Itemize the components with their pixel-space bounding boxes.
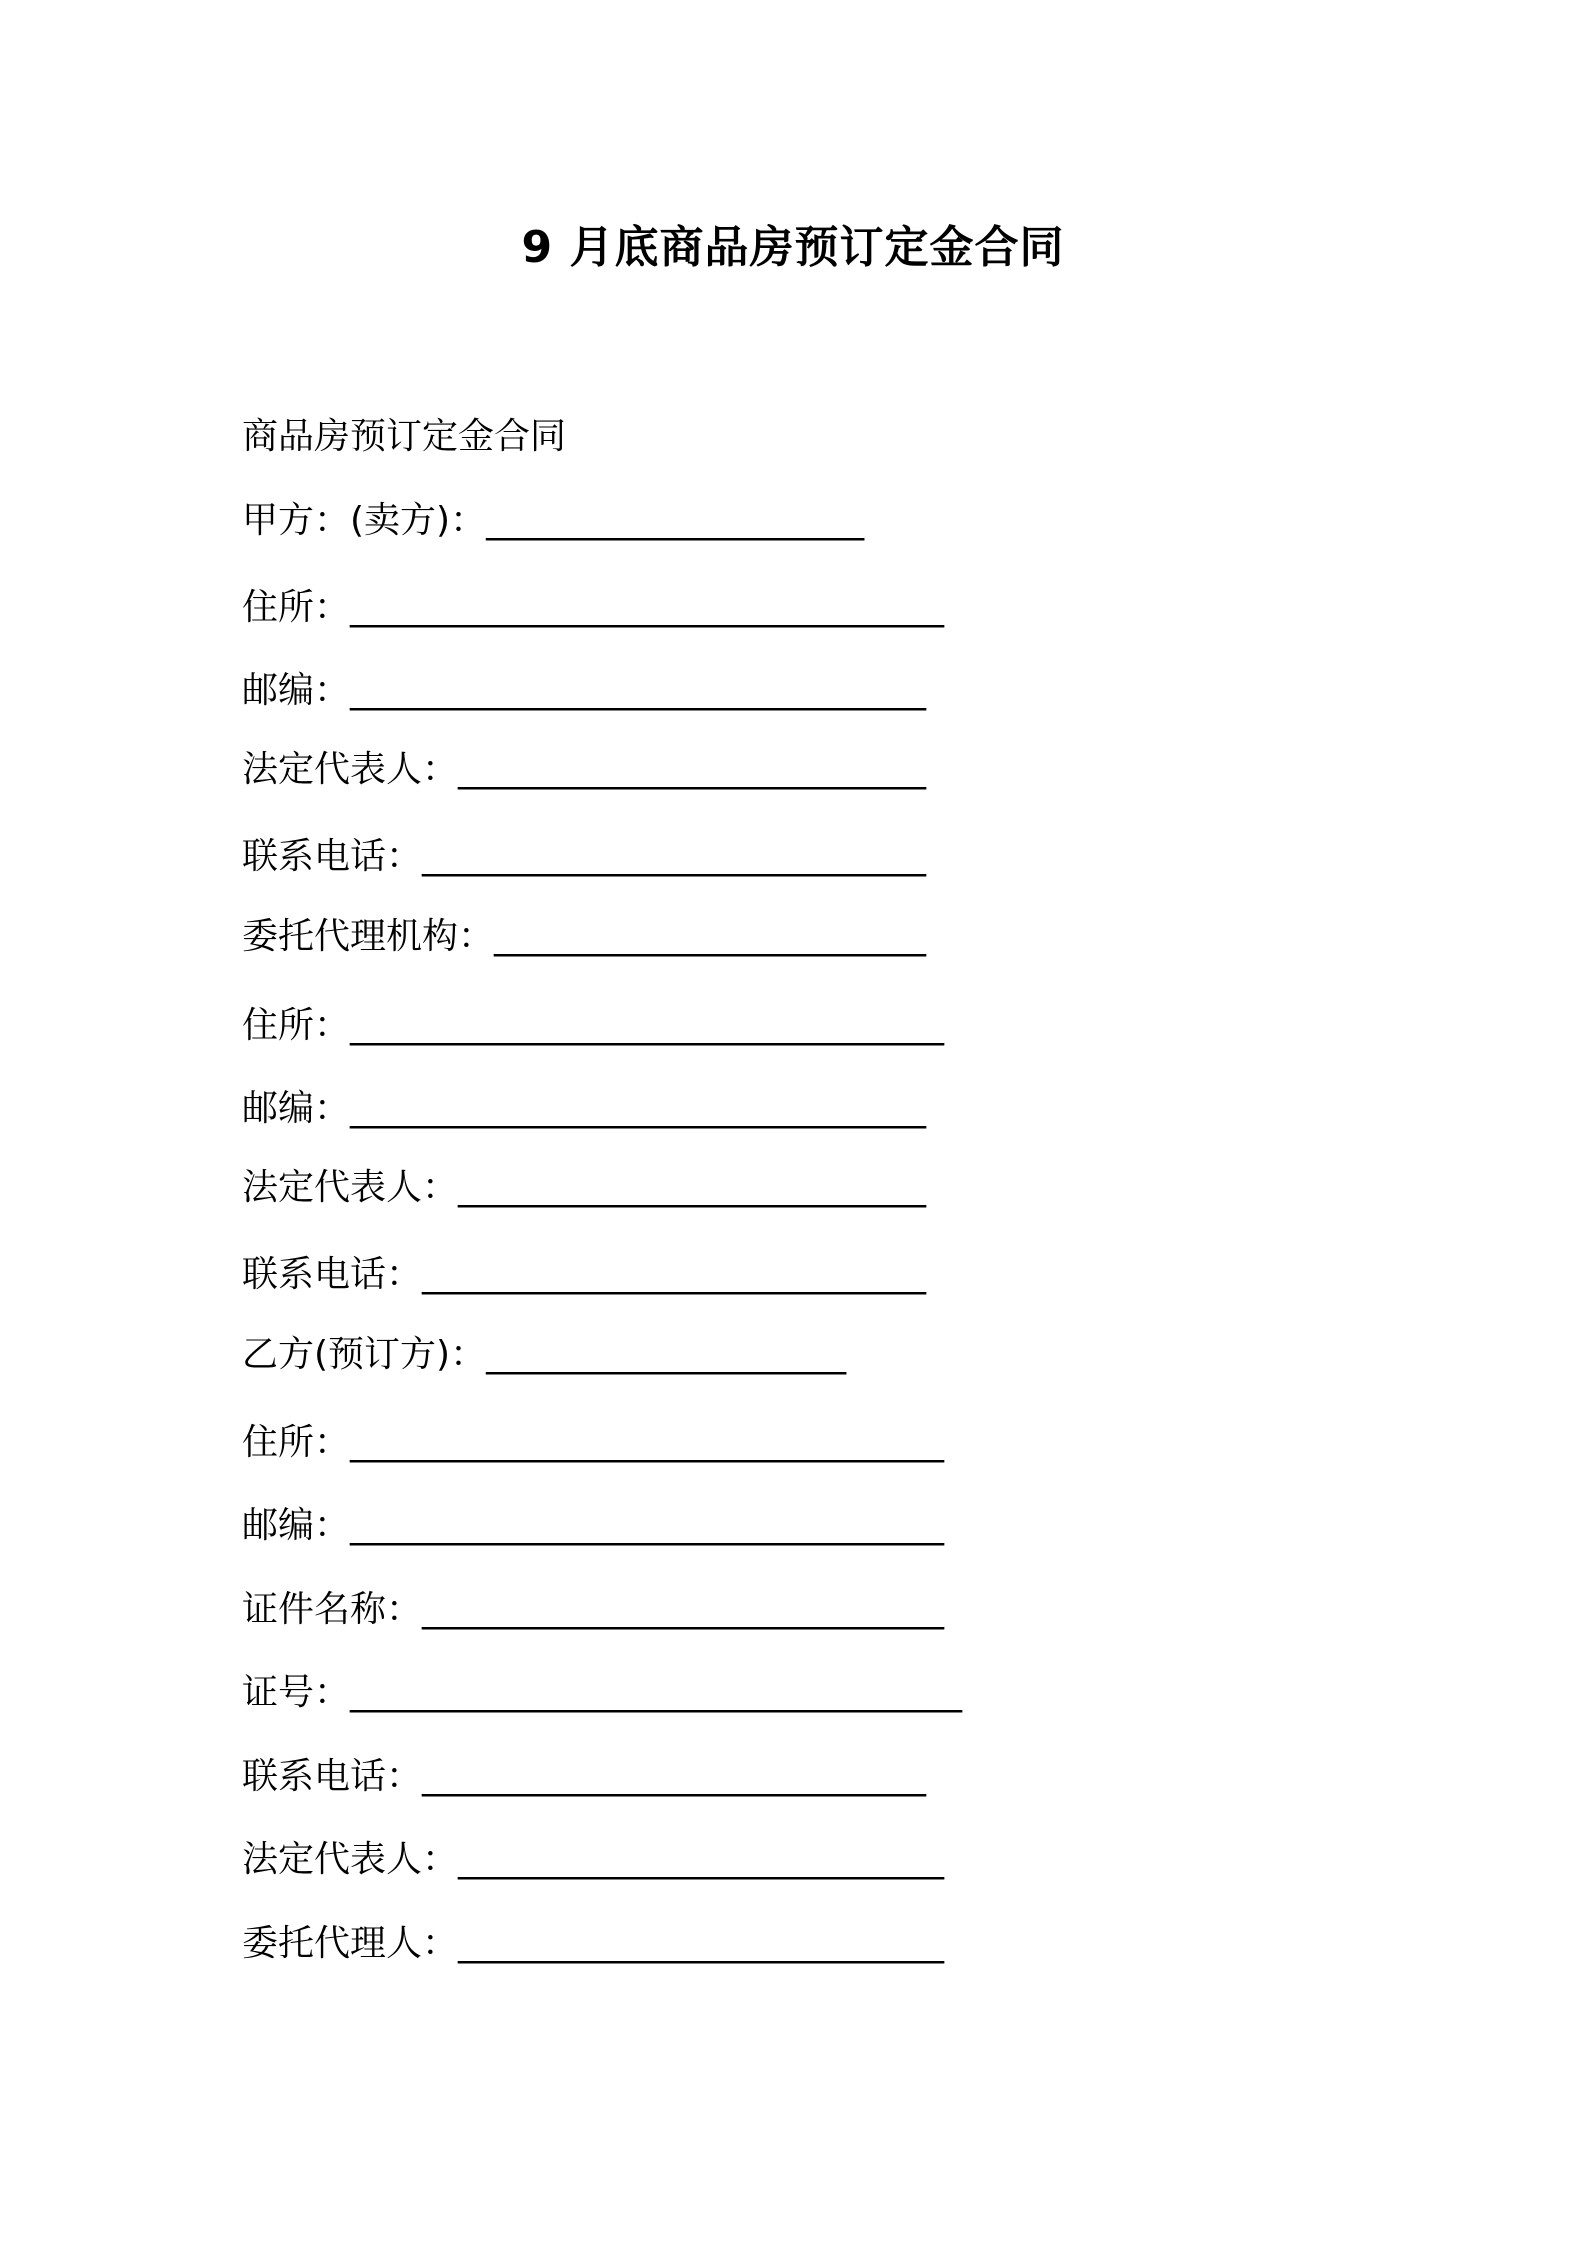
- field-line-address: [242, 583, 944, 633]
- fill-in-blank: _________________________________: [350, 1505, 945, 1546]
- field-label: 邮编：: [242, 670, 351, 711]
- fill-in-blank: _____________________________: [422, 1589, 945, 1630]
- field-label: 甲方：(卖方)：: [242, 500, 487, 541]
- fill-in-blank: __________________________: [458, 749, 927, 790]
- field-line-agency: [242, 912, 926, 962]
- field-label: 住所：: [242, 1005, 351, 1046]
- field-label: 邮编：: [242, 1505, 351, 1546]
- field-label: 法定代表人：: [242, 1167, 459, 1208]
- field-label: 证号：: [242, 1672, 351, 1713]
- fill-in-blank: __________________________________: [350, 1672, 963, 1713]
- fill-in-blank: ___________________________: [458, 1839, 945, 1880]
- fill-in-blank: __________________________: [458, 1167, 927, 1208]
- field-line-id-number: [242, 1668, 962, 1718]
- field-line-seller: [242, 496, 864, 546]
- field-label: 法定代表人：: [242, 1839, 459, 1880]
- field-label: 证件名称：: [242, 1589, 423, 1630]
- fill-in-blank: _________________________________: [350, 1422, 945, 1463]
- field-label: 委托代理机构：: [242, 916, 495, 957]
- field-line-id-type: [242, 1585, 944, 1635]
- field-line-legal-representative: [242, 745, 926, 795]
- field-line-phone: [242, 1250, 926, 1300]
- fill-in-blank: ____________________________: [422, 836, 927, 877]
- fill-in-blank: _____________________: [486, 500, 865, 541]
- fill-in-blank: ________________________: [494, 916, 927, 957]
- field-line-postcode: [242, 666, 926, 716]
- document-title: 9 月底商品房预订定金合同: [521, 222, 1065, 273]
- field-line-phone: [242, 1752, 926, 1802]
- field-line-address: [242, 1418, 944, 1468]
- field-label: 法定代表人：: [242, 749, 459, 790]
- field-label: 联系电话：: [242, 1756, 423, 1797]
- fill-in-blank: ___________________________: [458, 1923, 945, 1964]
- field-line-postcode: [242, 1501, 944, 1551]
- field-line-address: [242, 1001, 944, 1051]
- field-label: 联系电话：: [242, 836, 423, 877]
- field-line-buyer: [242, 1330, 846, 1380]
- fill-in-blank: _________________________________: [350, 1005, 945, 1046]
- fill-in-blank: ________________________________: [350, 1088, 927, 1129]
- field-label: 邮编：: [242, 1088, 351, 1129]
- field-label: 住所：: [242, 1422, 351, 1463]
- field-line-phone: [242, 832, 926, 882]
- fill-in-blank: _________________________________: [350, 587, 945, 628]
- field-label: 委托代理人：: [242, 1923, 459, 1964]
- fill-in-blank: ____________________________: [422, 1756, 927, 1797]
- fill-in-blank: ____________________________: [422, 1254, 927, 1295]
- field-line-postcode: [242, 1084, 926, 1134]
- field-label: 住所：: [242, 587, 351, 628]
- field-line-agent: [242, 1919, 944, 1969]
- field-line-legal-representative: [242, 1835, 944, 1885]
- contract-heading: 商品房预订定金合同: [242, 416, 567, 457]
- field-label: 联系电话：: [242, 1254, 423, 1295]
- fill-in-blank: ________________________________: [350, 670, 927, 711]
- fill-in-blank: ____________________: [486, 1334, 847, 1375]
- field-line-legal-representative: [242, 1163, 926, 1213]
- field-label: 乙方(预订方)：: [242, 1334, 487, 1375]
